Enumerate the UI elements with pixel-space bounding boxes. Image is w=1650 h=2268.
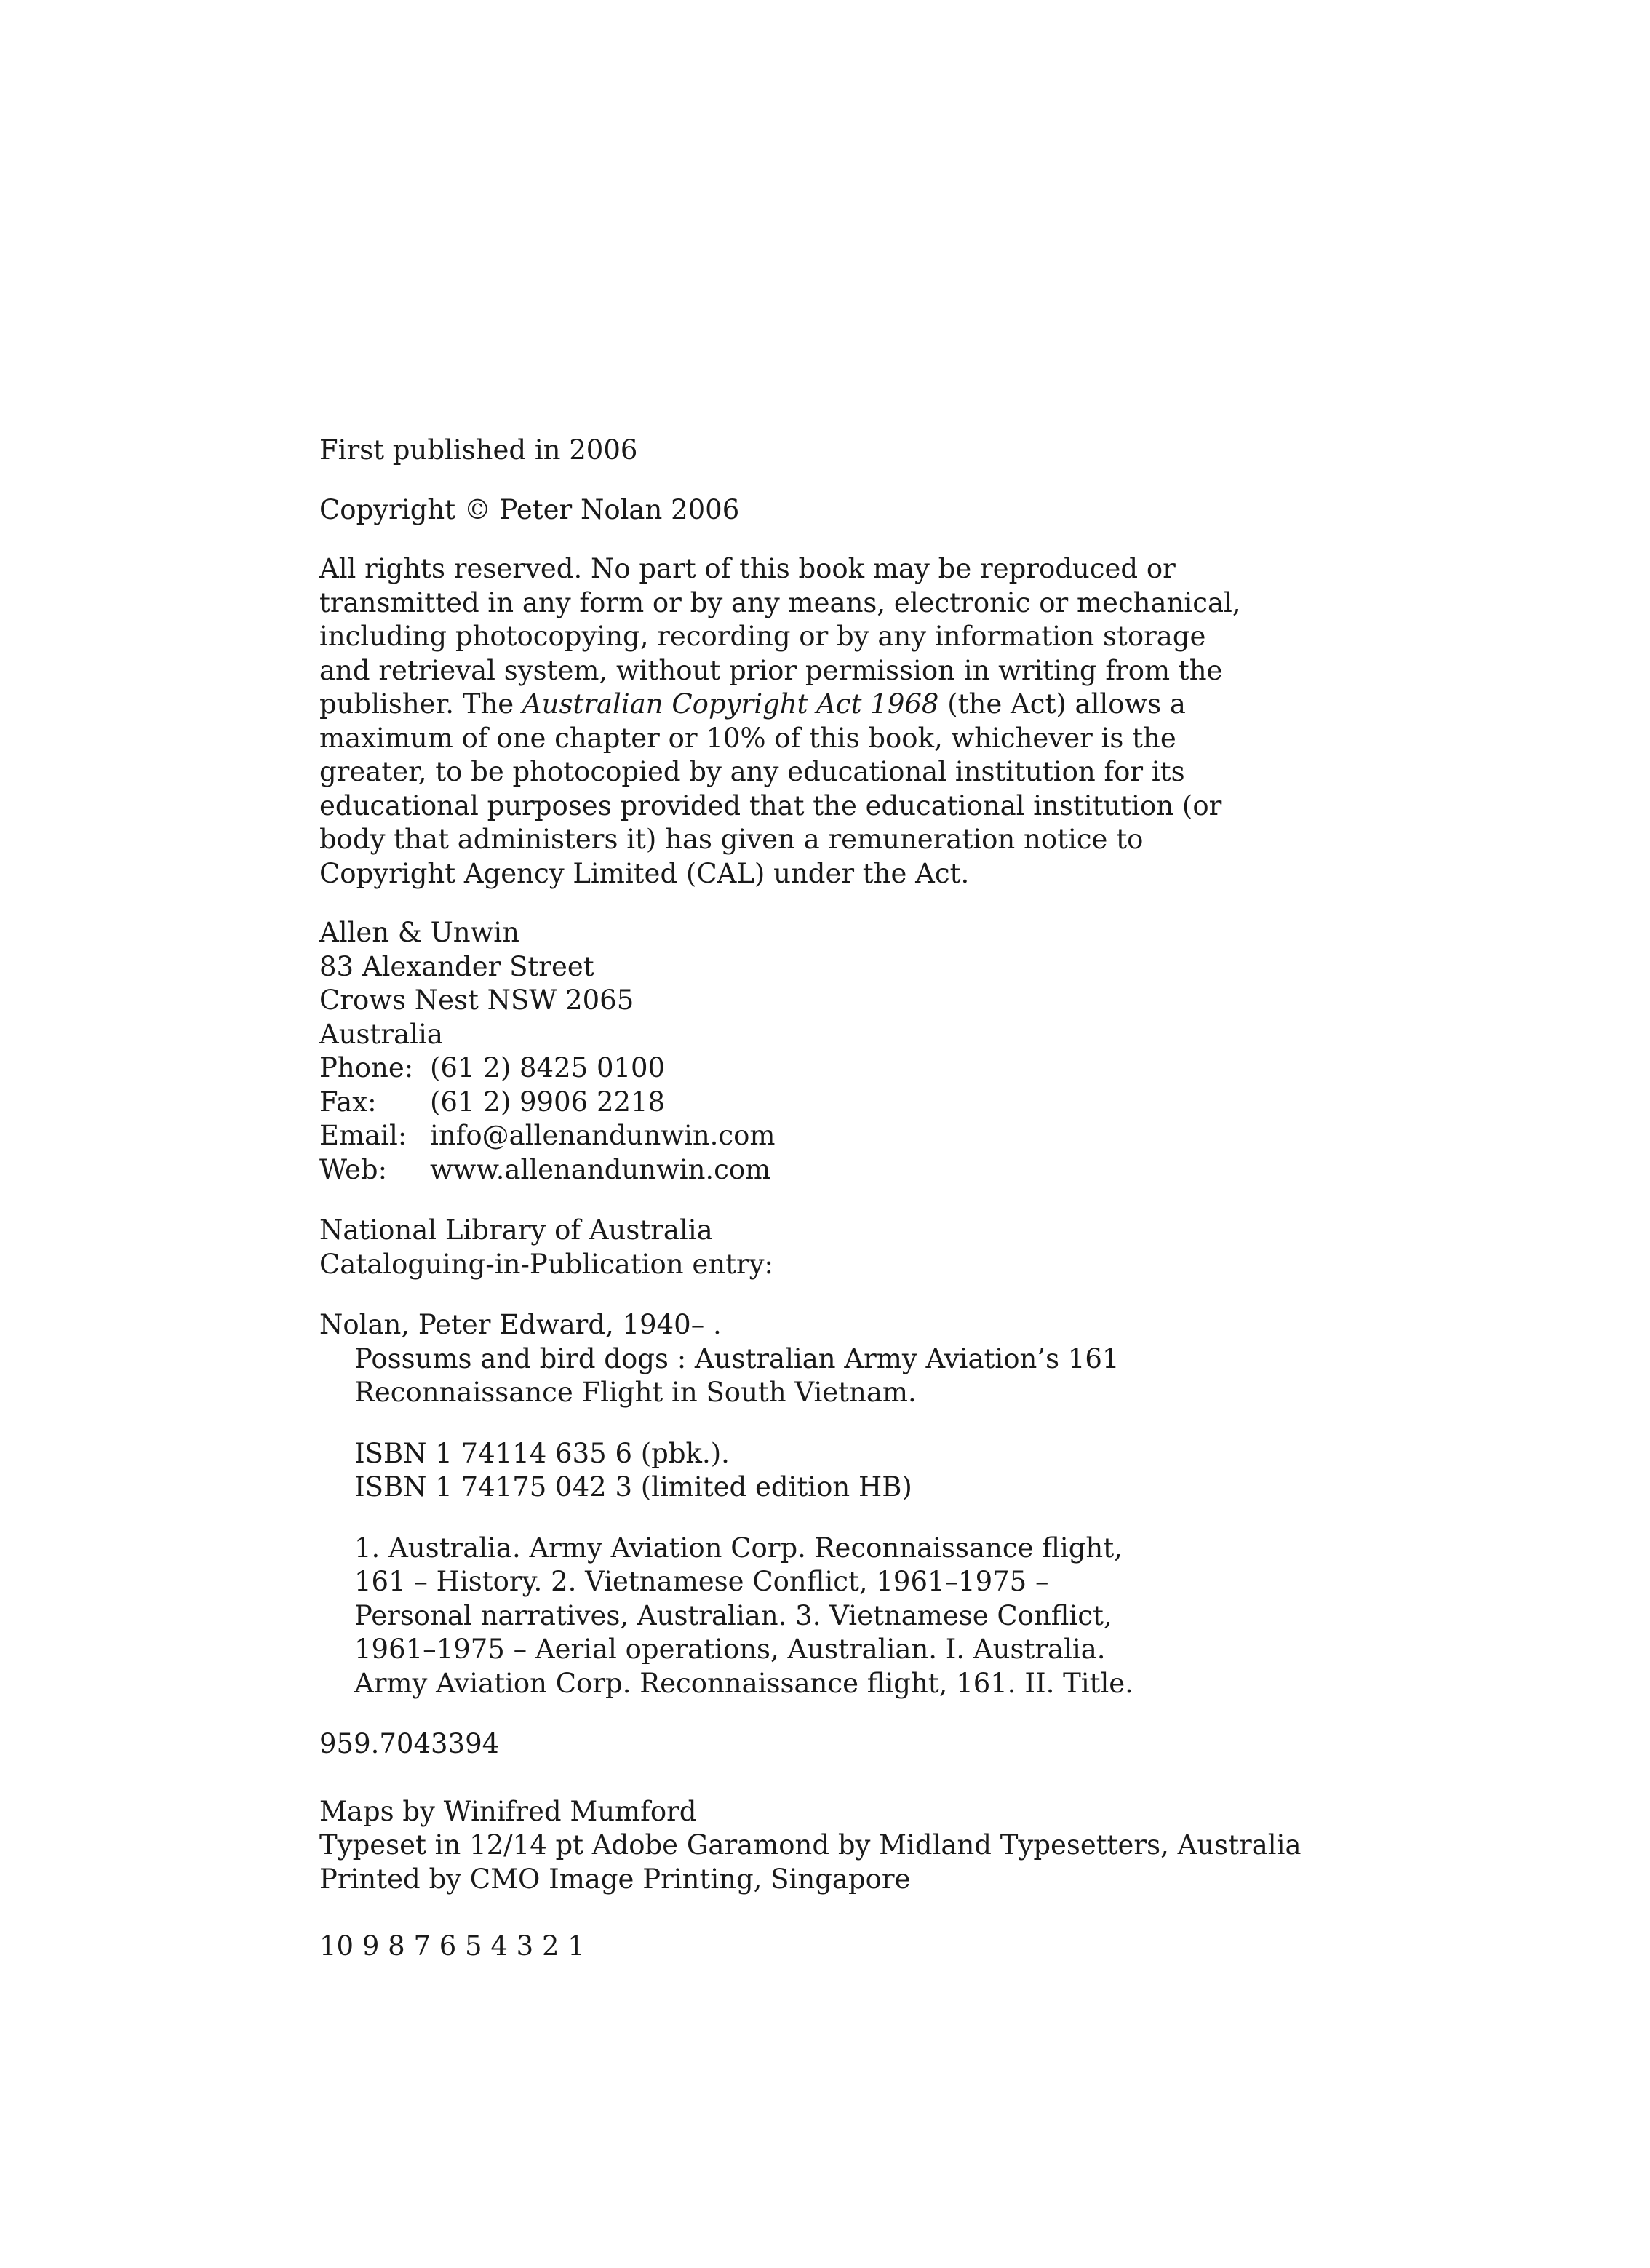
rights-line: body that administers it) has given a remuneration notice to [319, 824, 1144, 855]
cip-title [319, 1342, 1556, 1410]
copyright-notice: Copyright © Peter Nolan 2006 [319, 493, 740, 525]
publisher-name: Allen & Unwin [319, 917, 519, 948]
rights-statement [319, 552, 1556, 891]
nla-line: National Library of Australia [319, 1214, 713, 1246]
publisher-city: Crows Nest NSW 2065 [319, 984, 634, 1016]
contact-label: Email: [319, 1120, 407, 1151]
rights-line: greater, to be photocopied by any educational institution for its [319, 756, 1185, 787]
cip-isbns [319, 1437, 1556, 1505]
rights-line: maximum of one chapter or 10% of this book, whichever is the [319, 722, 1176, 754]
nla-heading [319, 1214, 1556, 1281]
contact-label: Fax: [319, 1086, 377, 1118]
print-line: 10 9 8 7 6 5 4 3 2 1 [319, 1930, 585, 1962]
cip-author: Nolan, Peter Edward, 1940– . [319, 1309, 722, 1340]
contact-email [319, 1119, 1556, 1153]
act-title: Australian Copyright Act 1968 [522, 688, 939, 720]
rights-line: transmitted in any form or by any means, electronic or mechanical, [319, 586, 1241, 618]
contact-label: Web: [319, 1153, 388, 1185]
publisher-street: 83 Alexander Street [319, 950, 594, 982]
isbn-pbk: ISBN 1 74114 635 6 (pbk.). [354, 1437, 730, 1469]
rights-line: All rights reserved. No part of this book may be reproduced or [319, 553, 1176, 584]
rights-text: publisher. The [319, 688, 522, 720]
contact-phone [319, 1051, 1556, 1086]
subject-line: 1. Australia. Army Aviation Corp. Reconnaissance flight, [354, 1532, 1123, 1564]
subject-line: 161 – History. 2. Vietnamese Conflict, 1961–1975 – [354, 1566, 1049, 1597]
publisher-address [319, 916, 1556, 1187]
printer-credit: Printed by CMO Image Printing, Singapore [319, 1863, 911, 1895]
rights-line [319, 688, 1556, 722]
subject-line: 1961–1975 – Aerial operations, Australian. I. Australia. [354, 1634, 1106, 1665]
maps-credit: Maps by Winifred Mumford [319, 1795, 697, 1827]
isbn-hb: ISBN 1 74175 042 3 (limited edition HB) [354, 1471, 912, 1503]
cip-title-line: Reconnaissance Flight in South Vietnam. [354, 1377, 917, 1408]
cip-title-line: Possums and bird dogs : Australian Army Aviation’s 161 [354, 1342, 1120, 1374]
nla-line: Cataloguing-in-Publication entry: [319, 1248, 774, 1280]
rights-text: (the Act) allows a [938, 688, 1186, 720]
contact-label: Phone: [319, 1052, 414, 1083]
first-published: First published in 2006 [319, 434, 638, 466]
contact-value: info@allenandunwin.com [430, 1120, 776, 1151]
typeset-credit: Typeset in 12/14 pt Adobe Garamond by Midland Typesetters, Australia [319, 1829, 1302, 1861]
contact-value: (61 2) 9906 2218 [430, 1086, 666, 1118]
contact-fax [319, 1086, 1556, 1120]
cip-entry [319, 1308, 1556, 1700]
contact-value: www.allenandunwin.com [430, 1153, 771, 1185]
contact-web [319, 1153, 1556, 1187]
publisher-country: Australia [319, 1018, 443, 1050]
rights-line: educational purposes provided that the educational institution (or [319, 789, 1222, 821]
subject-line: Army Aviation Corp. Reconnaissance flight, 161. II. Title. [354, 1667, 1133, 1699]
rights-line: including photocopying, recording or by any information storage [319, 621, 1206, 652]
imprint-page [319, 434, 1556, 1964]
subject-line: Personal narratives, Australian. 3. Vietnamese Conflict, [354, 1599, 1112, 1631]
production-credits [319, 1795, 1556, 1897]
dewey-number: 959.7043394 [319, 1728, 500, 1759]
cip-subjects [319, 1532, 1556, 1701]
contact-value: (61 2) 8425 0100 [430, 1052, 666, 1083]
rights-line: and retrieval system, without prior permission in writing from the [319, 654, 1223, 686]
rights-line: Copyright Agency Limited (CAL) under the Act. [319, 857, 970, 889]
